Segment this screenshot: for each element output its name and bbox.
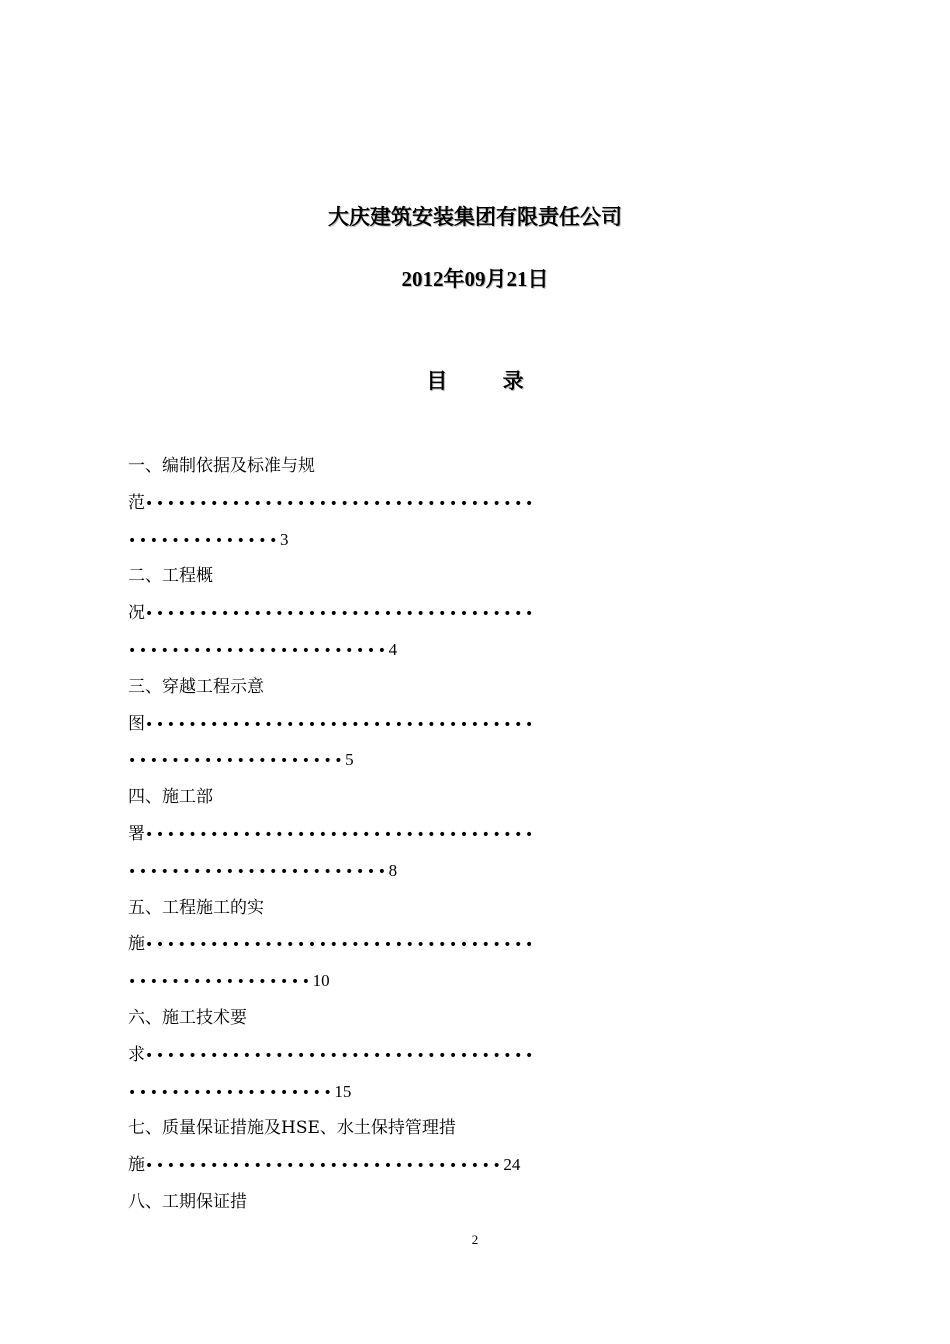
toc-leader-dots: •••••••••••••••••••••••• <box>128 863 389 880</box>
table-of-contents <box>128 448 828 1221</box>
toc-leader-dots: ••••••••••••••••• <box>128 974 313 991</box>
toc-heading: 目 录 <box>426 368 548 393</box>
toc-leader-dots: •••••••••••••••••••• <box>128 753 346 770</box>
toc-leader-dots: •••••••••••••••••••••••• <box>128 642 389 659</box>
toc-entry-leader <box>128 706 828 743</box>
toc-entry-leader <box>128 1037 828 1074</box>
toc-page-number: 10 <box>312 971 330 991</box>
page-number: 2 <box>471 1232 479 1247</box>
toc-leader-dots: •••••••••••••••••••••••••••••••••••• <box>145 937 536 954</box>
toc-entry-leader <box>128 522 828 559</box>
company-name: 大庆建筑安装集团有限责任公司 <box>328 204 622 229</box>
toc-entry-leader <box>128 853 828 890</box>
toc-leader-dots: •••••••••••••••••••••••••••••••••••• <box>145 495 536 512</box>
toc-entry-title[interactable]: 七、质量保证措施及HSE、水土保持管理措 <box>128 1118 456 1139</box>
toc-leader-dots: •••••••••••••••••••••••••••••••••••• <box>145 716 536 733</box>
toc-entry-title[interactable]: 四、施工部 <box>128 787 213 808</box>
toc-entry-tail: 图 <box>128 713 145 734</box>
toc-entry-title[interactable]: 一、编制依据及标准与规 <box>128 456 315 476</box>
toc-entry-tail: 施 <box>128 934 145 955</box>
toc-entry-title[interactable]: 八、工期保证措 <box>128 1191 247 1212</box>
toc-entry-title[interactable]: 五、工程施工的实 <box>128 897 264 918</box>
toc-entry-title[interactable]: 三、穿越工程示意 <box>128 676 264 697</box>
toc-entry-tail: 况 <box>128 603 145 624</box>
toc-page-number: 8 <box>388 860 398 880</box>
toc-entry-leader <box>128 1074 828 1111</box>
toc-leader-dots: ••••••••••••••••••••••••••••••••• <box>145 1158 504 1175</box>
toc-leader-dots: •••••••••••••• <box>128 532 281 549</box>
toc-entry-title[interactable]: 二、工程概 <box>128 566 213 587</box>
toc-entry-leader <box>128 485 828 522</box>
toc-leader-dots: •••••••••••••••••••••••••••••••••••• <box>145 1047 536 1064</box>
toc-entry-tail: 施 <box>128 1155 145 1176</box>
toc-entry-leader <box>128 926 828 963</box>
toc-page-number: 4 <box>388 639 398 659</box>
toc-entry-leader <box>128 595 828 632</box>
toc-entry-tail: 署 <box>128 823 145 844</box>
toc-page-number: 5 <box>345 750 354 770</box>
toc-entry-tail: 求 <box>128 1044 145 1065</box>
toc-page-number: 24 <box>503 1155 521 1175</box>
toc-page-number: 15 <box>334 1081 352 1101</box>
toc-leader-dots: ••••••••••••••••••• <box>128 1084 335 1101</box>
toc-entry-title[interactable]: 六、施工技术要 <box>128 1007 247 1028</box>
document-date: 2012年09月21日 <box>401 267 549 291</box>
toc-page-number: 3 <box>280 529 289 549</box>
toc-entry-leader <box>128 963 828 1000</box>
toc-entry-leader <box>128 742 828 779</box>
toc-entry-tail: 范 <box>128 492 145 513</box>
toc-leader-dots: •••••••••••••••••••••••••••••••••••• <box>145 826 536 843</box>
toc-entry-leader <box>128 1147 828 1184</box>
toc-entry-leader <box>128 632 828 669</box>
toc-leader-dots: •••••••••••••••••••••••••••••••••••• <box>145 606 536 623</box>
toc-entry-leader <box>128 816 828 853</box>
